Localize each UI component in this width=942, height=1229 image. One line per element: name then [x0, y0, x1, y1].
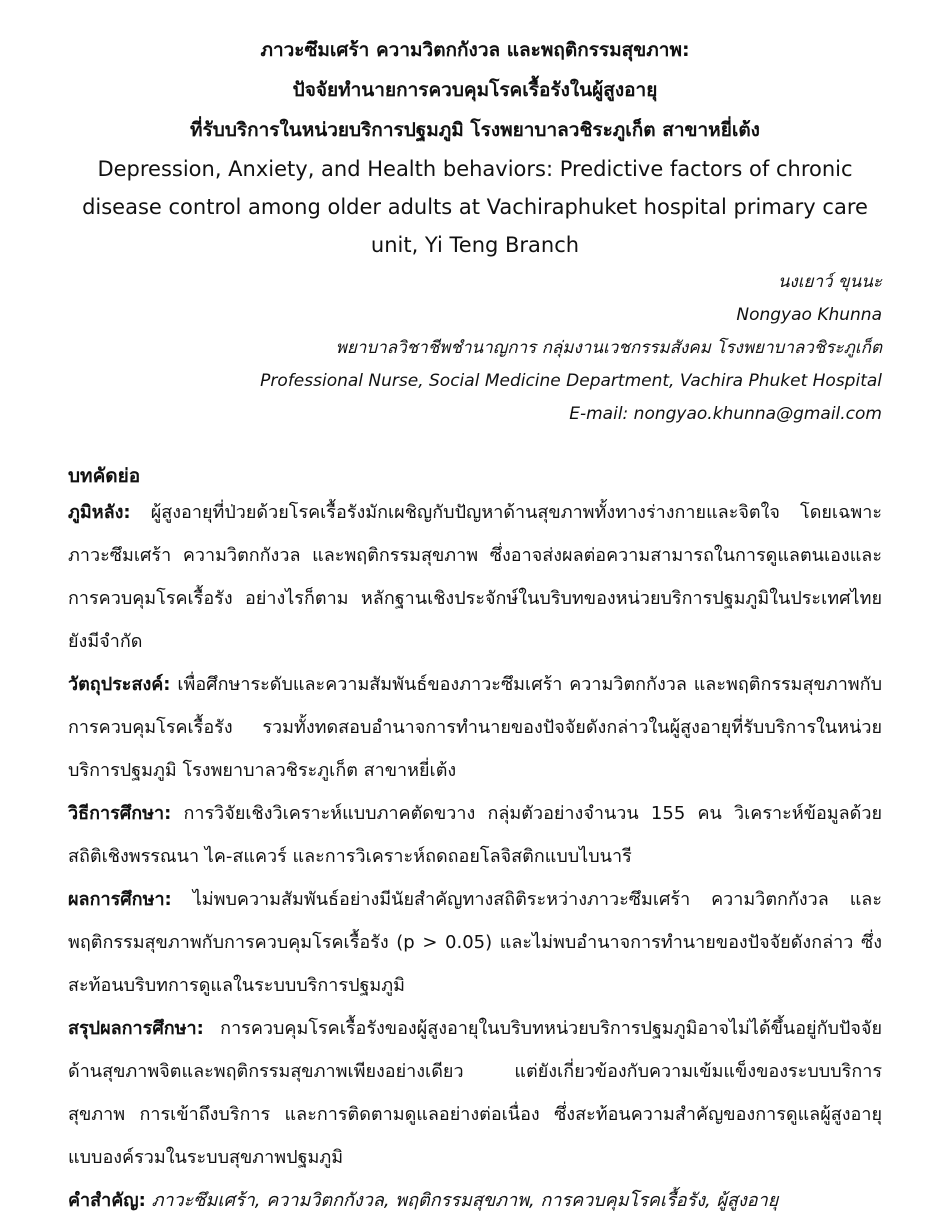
author-block — [68, 266, 882, 431]
author-affiliation-en: Professional Nurse, Social Medicine Department, Vachira Phuket Hospital — [260, 371, 882, 391]
author-name-en: Nongyao Khunna — [736, 305, 882, 325]
keywords-label: คำสำคัญ: — [68, 1190, 146, 1211]
abstract-methods — [68, 792, 882, 878]
conclusion-text: การควบคุมโรคเรื้อรังของผู้สูงอายุในบริบทหน่วยบริการปฐมภูมิอาจไม่ได้ขึ้นอยู่กับปัจจัยด้านสุขภาพจิตและพฤติกรรมสุขภาพเพียงอย่างเดียว แต่ยังเกี่ยวข้องกับความเข้มแข็งของระบบบริการสุขภาพ การเข้าถึงบริการ และการติดตามดูแลอย่างต่อเนื่อง ซึ่งสะท้อนความสำคัญของการดูแลผู้สูงอายุแบบองค์รวมในระบบสุขภาพปฐมภูมิ — [68, 1018, 882, 1168]
background-label: ภูมิหลัง: — [68, 502, 131, 523]
author-affiliation-th: พยาบาลวิชาชีพชำนาญการ กลุ่มงานเวชกรรมสังคม โรงพยาบาลวชิระภูเก็ต — [335, 338, 882, 358]
abstract-background — [68, 491, 882, 663]
methods-text: การวิจัยเชิงวิเคราะห์แบบภาคตัดขวาง กลุ่มตัวอย่างจำนวน 155 คน วิเคราะห์ข้อมูลด้วยสถิติเชิงพรรณนา ไค-สแควร์ และการวิเคราะห์ถดถอยโลจิสติกแบบไบนารี — [68, 803, 882, 867]
methods-label: วิธีการศึกษา: — [68, 803, 172, 824]
title-th-line-3: ที่รับบริการในหน่วยบริการปฐมภูมิ โรงพยาบาลวชิระภูเก็ต สาขาหยี่เต้ง — [190, 119, 760, 141]
abstract-objective — [68, 663, 882, 792]
keywords-text: ภาวะซึมเศร้า, ความวิตกกังวล, พฤติกรรมสุขภาพ, การควบคุมโรคเรื้อรัง, ผู้สูงอายุ — [151, 1190, 779, 1211]
results-label: ผลการศึกษา: — [68, 889, 172, 910]
conclusion-label: สรุปผลการศึกษา: — [68, 1018, 204, 1039]
title-block — [68, 30, 882, 264]
abstract-keywords — [68, 1179, 882, 1222]
title-th-line-1: ภาวะซึมเศร้า ความวิตกกังวล และพฤติกรรมสุขภาพ: — [260, 39, 690, 61]
abstract-results — [68, 878, 882, 1007]
author-name-th: นงเยาว์ ขุนนะ — [777, 272, 882, 292]
results-text: ไม่พบความสัมพันธ์อย่างมีนัยสำคัญทางสถิติระหว่างภาวะซึมเศร้า ความวิตกกังวล และพฤติกรรมสุขภาพกับการควบคุมโรคเรื้อรัง (p > 0.05) และไม่พบอำนาจการทำนายของปัจจัยดังกล่าว ซึ่งสะท้อนบริบทการดูแลในระบบบริการปฐมภูมิ — [68, 889, 882, 996]
objective-text: เพื่อศึกษาระดับและความสัมพันธ์ของภาวะซึมเศร้า ความวิตกกังวล และพฤติกรรมสุขภาพกับการควบคุมโรคเรื้อรัง รวมทั้งทดสอบอำนาจการทำนายของปัจจัยดังกล่าวในผู้สูงอายุที่รับบริการในหน่วยบริการปฐมภูมิ โรงพยาบาลวชิระภูเก็ต สาขาหยี่เต้ง — [68, 674, 882, 781]
title-en: Depression, Anxiety, and Health behaviors: Predictive factors of chronic disease control among older adults at Vachiraphuket hospital primary care unit, Yi Teng Branch — [82, 157, 868, 257]
abstract-heading: บทคัดย่อ — [68, 465, 141, 487]
abstract-conclusion — [68, 1007, 882, 1179]
author-email: E-mail: nongyao.khunna@gmail.com — [569, 404, 882, 424]
title-th-line-2: ปัจจัยทำนายการควบคุมโรคเรื้อรังในผู้สูงอายุ — [292, 79, 658, 101]
objective-label: วัตถุประสงค์: — [68, 674, 171, 695]
background-text: ผู้สูงอายุที่ป่วยด้วยโรคเรื้อรังมักเผชิญกับปัญหาด้านสุขภาพทั้งทางร่างกายและจิตใจ โดยเฉพาะภาวะซึมเศร้า ความวิตกกังวล และพฤติกรรมสุขภาพ ซึ่งอาจส่งผลต่อความสามารถในการดูแลตนเองและการควบคุมโรคเรื้อรัง อย่างไรก็ตาม หลักฐานเชิงประจักษ์ในบริบทของหน่วยบริการปฐมภูมิในประเทศไทยยังมีจำกัด — [68, 502, 882, 652]
